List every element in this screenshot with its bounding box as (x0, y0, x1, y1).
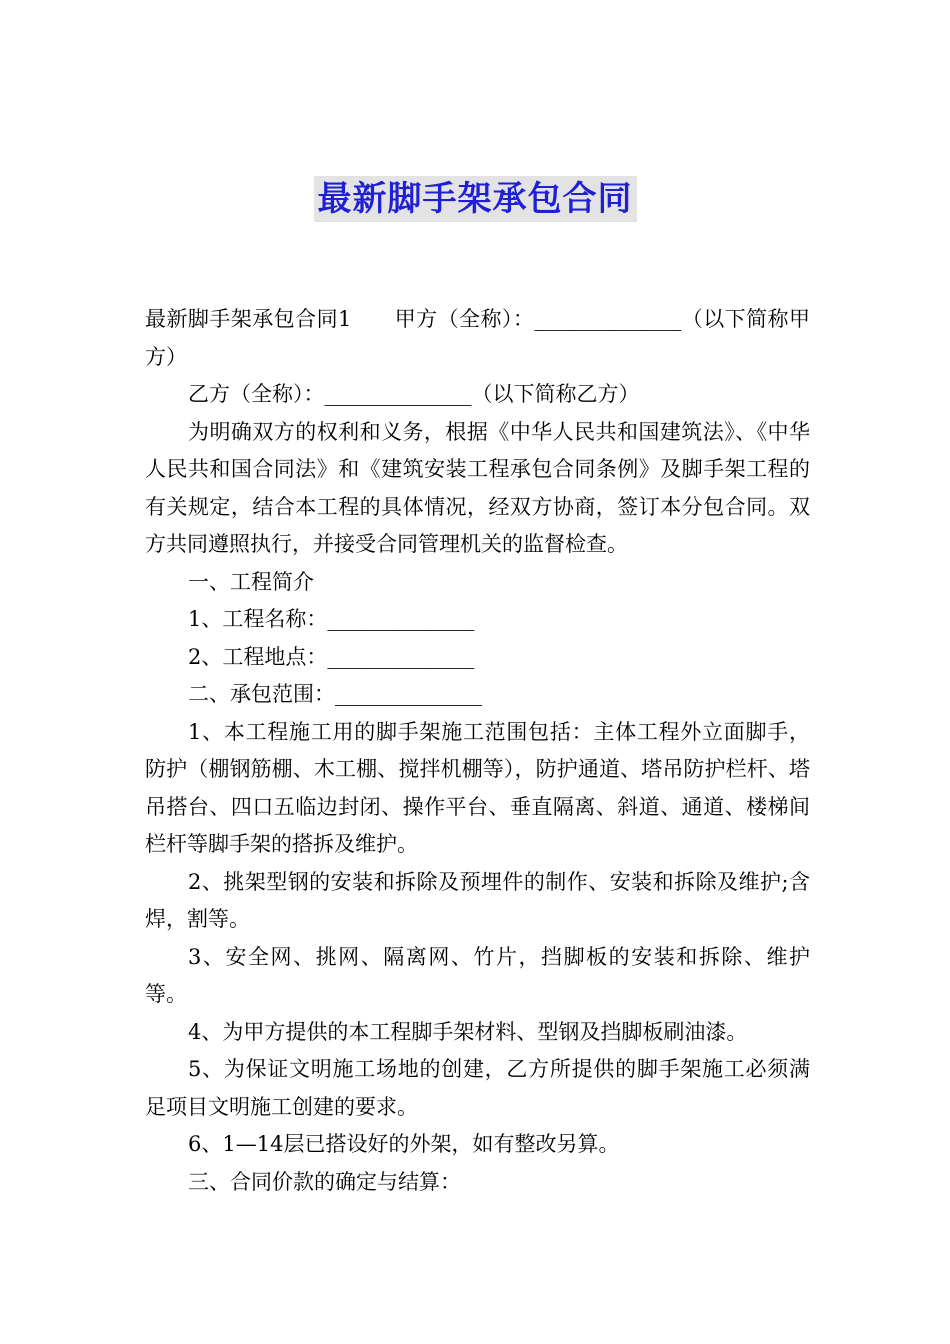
body-paragraph: 为明确双方的权利和义务，根据《中华人民共和国建筑法》、《中华人民共和国合同法》和《建筑安装工程承包合同条例》及脚手架工程的有关规定，结合本工程的具体情况，经双方协商，签订本分包合同。双方共同遵照执行，并接受合同管理机关的监督检查。 (145, 419, 810, 556)
body-paragraph: 6、1—14层已搭设好的外架，如有整改另算。 (188, 1132, 620, 1156)
body-paragraph: 4、为甲方提供的本工程脚手架材料、型钢及挡脚板刷油漆。 (188, 1019, 748, 1044)
body-paragraph: 最新脚手架承包合同1 甲方（全称）：______________（以下简称甲方） (145, 307, 810, 369)
body-paragraph: 三、合同价款的确定与结算： (188, 1169, 461, 1194)
body-paragraph: 二、承包范围：______________ (188, 682, 482, 706)
body-paragraph: 1、工程名称：______________ (188, 607, 475, 631)
document-title: 最新脚手架承包合同 (314, 176, 637, 222)
body-paragraph: 5、为保证文明施工场地的创建，乙方所提供的脚手架施工必须满足项目文明施工创建的要求。 (145, 1057, 810, 1119)
document-body (145, 301, 810, 1201)
body-paragraph: 乙方（全称）：______________（以下简称乙方） (188, 382, 640, 406)
body-paragraph: 3、安全网、挑网、隔离网、竹片，挡脚板的安装和拆除、维护等。 (145, 944, 810, 1006)
body-paragraph: 2、挑架型钢的安装和拆除及预埋件的制作、安装和拆除及维护;含焊，割等。 (145, 869, 810, 931)
title-container (0, 176, 950, 222)
body-paragraph: 一、工程简介 (188, 569, 314, 594)
body-paragraph: 2、工程地点：______________ (188, 644, 475, 669)
body-paragraph: 1、本工程施工用的脚手架施工范围包括：主体工程外立面脚手，防护（棚钢筋棚、木工棚、搅拌机棚等），防护通道、塔吊防护栏杆、塔吊搭台、四口五临边封闭、操作平台、垂直隔离、斜道、通道、楼梯间栏杆等脚手架的搭拆及维护。 (145, 719, 810, 856)
